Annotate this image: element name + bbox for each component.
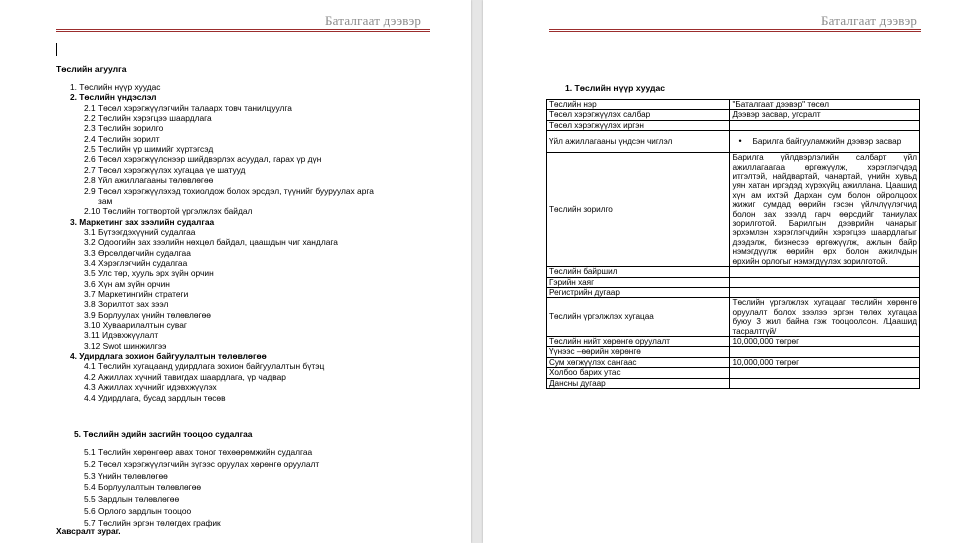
row-value: 10,000,000 төгрөг bbox=[730, 336, 920, 346]
row-value: Дээвэр засвар, угсралт bbox=[730, 110, 920, 120]
toc-entry: 3.8 Зорилтот зах зээл bbox=[84, 299, 169, 310]
row-label: Холбоо барих утас bbox=[547, 368, 730, 378]
table-row bbox=[547, 153, 920, 267]
row-value: "Баталгаат дээвэр" төсөл bbox=[730, 100, 920, 110]
toc-entry: 4.1 Төслийн хугацаанд удирдлага зохион байгуулалтын бүтэц bbox=[84, 361, 325, 372]
row-label: Төслийн нэр bbox=[547, 100, 730, 110]
row-label: Сум хөгжүүлэх сангаас bbox=[547, 357, 730, 367]
toc-entry: 5.2 Төсөл хэрэгжүүлэгчийн зүгээс оруулах хөрөнгө оруулалт bbox=[84, 458, 320, 469]
toc-entry: 5.1 Төслийн хөрөнгөөр авах тоног төхөөрөмжийн судалгаа bbox=[84, 447, 313, 457]
toc-entry: 5.3 Үнийн төлөвлөгөө bbox=[84, 470, 168, 481]
toc-section-5-title: 5. Төслийн эдийн засгийн тооцоо судалгаа bbox=[74, 429, 253, 439]
toc-entry: 3.5 Улс төр, хууль эрх зүйн орчин bbox=[84, 268, 214, 279]
row-value bbox=[730, 131, 920, 153]
table-row bbox=[547, 120, 920, 130]
row-label: Төслийн байршил bbox=[547, 267, 730, 277]
table-row bbox=[547, 336, 920, 346]
bullet-text: Барилга байгууламжийн дээвэр засвар bbox=[752, 137, 902, 147]
toc-entry: 3.4 Хэрэглэгчийн судалгаа bbox=[84, 257, 188, 268]
toc-entry: 4. Удирдлага зохион байгуулалтын төлөвлөгөө bbox=[70, 351, 267, 362]
table-row bbox=[547, 287, 920, 297]
toc-entry: 2.4 Төслийн зорилт bbox=[84, 133, 160, 144]
row-label: Регистрийн дугаар bbox=[547, 287, 730, 297]
row-value bbox=[730, 347, 920, 357]
toc-entry: 2.3 Төслийн зорилго bbox=[84, 123, 164, 134]
toc-entry: 2.1 Төсөл хэрэгжүүлэгчийн талаарх товч танилцуулга bbox=[84, 102, 292, 113]
table-row bbox=[547, 110, 920, 120]
toc-entry: 2.7 Төсөл хэрэгжүүлэх хугацаа үе шатууд bbox=[84, 164, 246, 175]
toc-entry: 3.3 Өрсөлдөгчийн судалгаа bbox=[84, 247, 191, 258]
toc-entry: 2.6 Төсөл хэрэгжүүлснээр шийдвэрлэх асуудал, гарах үр дүн bbox=[84, 154, 322, 165]
row-value bbox=[730, 277, 920, 287]
toc-entry: 5.5 Зардлын төлөвлөгөө bbox=[84, 494, 180, 505]
toc-entry: 3.9 Борлуулах үнийн төлөвлөгөө bbox=[84, 309, 211, 320]
table-row bbox=[547, 131, 920, 153]
table-row bbox=[547, 267, 920, 277]
toc-entry: 2.5 Төслийн үр шимийг хүртэгсэд bbox=[84, 144, 214, 155]
toc-title: Төслийн агуулга bbox=[56, 64, 127, 74]
header-rule bbox=[549, 29, 921, 32]
row-label: Төслийн зорилго bbox=[547, 153, 730, 267]
row-value: Төслийн үргэлжлэх хугацааг төслийн хөрөнгө оруулалт болох зээлээ эргэн төлөх хугацаа буюу 3 жил байна гэж тооцоолсон. /Цаашид тасралтгүй/ bbox=[730, 298, 920, 337]
row-value bbox=[730, 267, 920, 277]
toc-entry: 3.1 Бүтээгдэхүүний судалгаа bbox=[84, 226, 196, 237]
cover-info-table bbox=[546, 99, 920, 389]
toc-entry: 4.2 Ажиллах хүчний тавигдах шаардлага, үр чадвар bbox=[84, 371, 286, 382]
toc-entry: 2.2 Төслийн хэрэгцээ шаардлага bbox=[84, 113, 212, 124]
table-row bbox=[547, 357, 920, 367]
table-row bbox=[547, 298, 920, 337]
table-row bbox=[547, 100, 920, 110]
row-label: Төсөл хэрэгжүүлэх салбар bbox=[547, 110, 730, 120]
document-page-right bbox=[483, 0, 977, 543]
toc-entry: 5.6 Орлого зардлын тооцоо bbox=[84, 506, 192, 516]
text-cursor bbox=[56, 43, 57, 56]
row-label: Үйл ажиллагааны үндсэн чиглэл bbox=[547, 131, 730, 153]
toc-entry: 2.9 Төсөл хэрэгжүүлэхэд тохиолдож болох эрсдэл, түүнийг бууруулах арга bbox=[84, 185, 374, 196]
cover-heading: 1. Төслийн нүүр хуудас bbox=[565, 83, 666, 93]
row-label: Дансны дугаар bbox=[547, 378, 730, 388]
toc-entry: 2.8 Үйл ажиллагааны төлөвлөгөө bbox=[84, 175, 214, 186]
row-label: Төслийн нийт хөрөнгө оруулалт bbox=[547, 336, 730, 346]
header-rule bbox=[56, 29, 430, 32]
toc-entry: 4.4 Удирдлага, бусад зардлын төсөв bbox=[84, 392, 226, 403]
toc-entry: 1. Төслийн нүүр хуудас bbox=[70, 82, 161, 92]
row-label: Төслийн үргэлжлэх хугацаа bbox=[547, 298, 730, 337]
table-row bbox=[547, 378, 920, 388]
toc-entry: 2. Төслийн үндэслэл bbox=[70, 92, 157, 103]
toc-entry: 4.3 Ажиллах хүчнийг идэвхжүүлэх bbox=[84, 382, 217, 393]
row-label: Үүнээс –өөрийн хөрөнгө bbox=[547, 347, 730, 357]
bullet-item bbox=[732, 137, 917, 146]
toc-entry: зам bbox=[98, 195, 113, 206]
row-value: Барилга үйлдвэрлэлийн салбарт үйл ажиллагаагаа өргөжүүлж, хэрэглэгчдэд итгэлтэй, найдвартай, чанартай, үнийн хувьд уян хатан иргэдэд хүрэхүйц ажиллана. Цаашид хүн ам ихтэй Дархан сум болон ойролцоох жижиг сумдад өөрийн гэсэн үйлчлүүлэгчид болон зах зээлд гарч өөрсдийг таниулах зорилготой. Барилгын дээврийн чанарыг эрхэмлэн хэрэглэгчдийн хэрэгцээ шаардлагыг дээдэлж, бизнесээ өргөжүүлж, ажлын байр нэмэгдүүлж өөрийн өрх болон ажилчдын өрхийн орлогыг нэмэгдүүлэх зорилготой. bbox=[730, 153, 920, 267]
table-row bbox=[547, 368, 920, 378]
row-label: Төсөл хэрэгжүүлэх иргэн bbox=[547, 120, 730, 130]
page-header-title: Баталгаат дээвэр bbox=[325, 13, 422, 28]
document-page-left bbox=[0, 0, 471, 543]
toc-entry: 5.4 Борлуулалтын төлөвлөгөө bbox=[84, 482, 202, 493]
toc-entry: 3.7 Маркетингийн стратеги bbox=[84, 289, 189, 299]
toc-entry: 3.2 Одоогийн зах зээлийн нөхцөл байдал, цаашдын чиг хандлага bbox=[84, 237, 338, 248]
bullet-icon: • bbox=[738, 136, 742, 147]
row-value bbox=[730, 378, 920, 388]
row-value: 10,000,000 төгрөг bbox=[730, 357, 920, 367]
row-value bbox=[730, 368, 920, 378]
toc-entry: 2.10 Төслийн тогтвортой үргэлжлэх байдал bbox=[84, 206, 253, 217]
toc-entry: 3. Маркетинг зах зээлийн судалгаа bbox=[70, 216, 215, 227]
toc-entry: 5.7 Төслийн эргэн төлөгдөх график bbox=[84, 517, 221, 528]
toc-entry: 3.6 Хүн ам зүйн орчин bbox=[84, 278, 170, 289]
row-label: Гэрийн хаяг bbox=[547, 277, 730, 287]
toc-appendix: Хавсралт зураг. bbox=[56, 526, 121, 536]
toc-entry: 3.11 Идэвхжүүлалт bbox=[84, 330, 159, 341]
toc-entry: 3.10 Хуваарилалтын суваг bbox=[84, 320, 187, 331]
row-value bbox=[730, 120, 920, 130]
table-row bbox=[547, 277, 920, 287]
row-value bbox=[730, 287, 920, 297]
table-row bbox=[547, 347, 920, 357]
toc-entry: 3.12 Swot шинжилгээ bbox=[84, 340, 167, 351]
page-header-title: Баталгаат дээвэр bbox=[821, 13, 918, 28]
